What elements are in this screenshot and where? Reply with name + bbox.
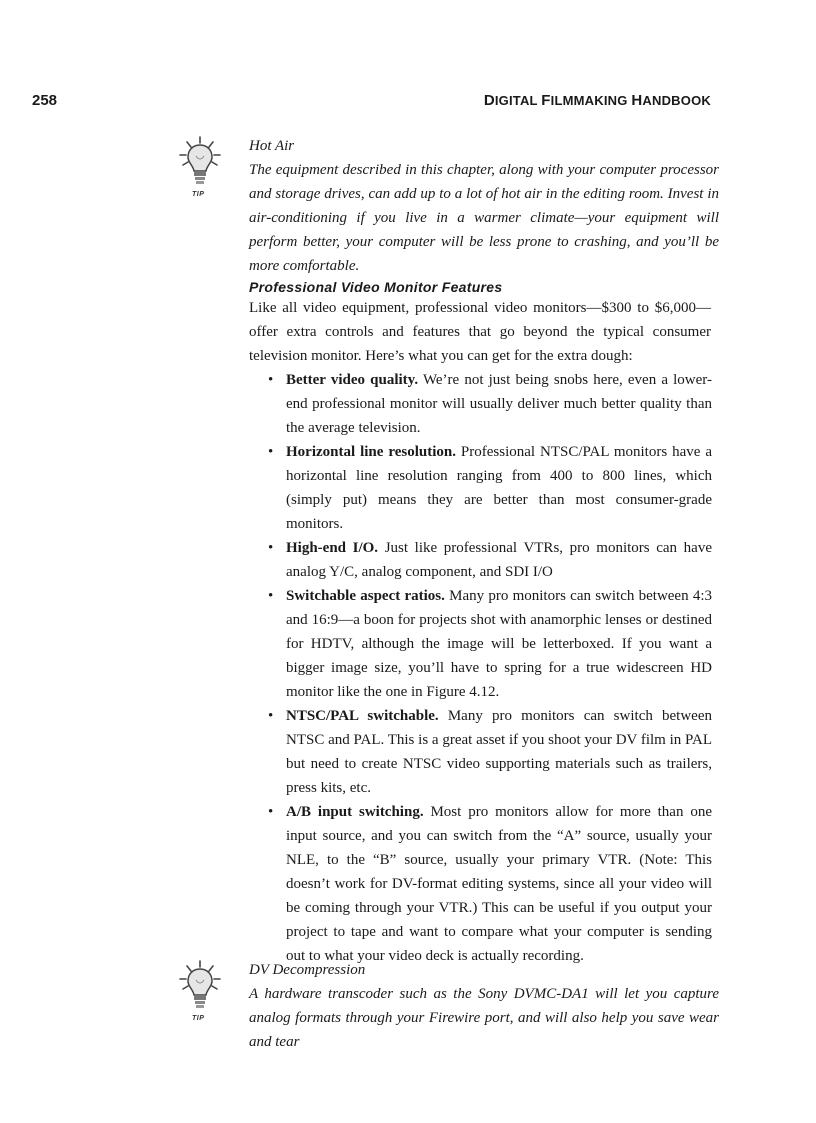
bullet-icon: • xyxy=(268,804,274,820)
tip-title: DV Decompression xyxy=(249,962,366,978)
bullet-icon: • xyxy=(268,540,274,556)
list-item xyxy=(268,584,712,704)
feature-term: Horizontal line resolution. xyxy=(286,444,456,460)
list-item xyxy=(268,800,712,968)
lightbulb-tip-icon xyxy=(178,134,222,198)
lightbulb-tip-icon xyxy=(178,958,222,1022)
feature-text: Many pro monitors can switch between NTSC and PAL. This is a great asset if you shoot your DV film in PAL but need to create NTSC video supporting materials such as trailers, press kits, etc. xyxy=(286,708,712,796)
lightbulb-icon xyxy=(178,134,222,190)
feature-term: A/B input switching. xyxy=(286,804,424,820)
tip-body: A hardware transcoder such as the Sony DVMC-DA1 will let you capture analog formats through your Firewire port, and will also help you save wear and tear xyxy=(249,986,719,1050)
list-item xyxy=(268,536,712,584)
feature-term: NTSC/PAL switchable. xyxy=(286,708,439,724)
feature-text: Many pro monitors can switch between 4:3 and 16:9—a boon for projects shot with anamorphic lenses or destined for HDTV, although the image will be letterboxed. If you want a bigger image size, you’ll have to spring for a true widescreen HD monitor like the one in Figure 4.12. xyxy=(286,588,712,700)
tip-label: TIP xyxy=(192,191,205,198)
feature-term: Better video quality. xyxy=(286,372,419,388)
tip-body: The equipment described in this chapter, along with your computer processor and storage drives, can add up to a lot of hot air in the editing room. Invest in air-conditioning if you live in a warmer climate—your equipment will perform better, your computer will be less prone to crashing, and you’ll be more comfortable. xyxy=(249,162,719,274)
section-intro: Like all video equipment, professional video monitors—$300 to $6,000—offer extra controls and features that go beyond the typical consumer television monitor. Here’s what you can get for the extra dough: xyxy=(249,300,711,364)
page-header xyxy=(32,92,711,109)
bullet-icon: • xyxy=(268,372,274,388)
running-head: DIGITAL FILMMAKING HANDBOOK xyxy=(483,92,711,109)
feature-text: Professional NTSC/PAL monitors have a horizontal line resolution ranging from 400 to 800 lines, which (simply put) means they are better than most consumer-grade monitors. xyxy=(286,444,712,532)
feature-text: We’re not just being snobs here, even a lower-end professional monitor will usually deliver much better quality than the average television. xyxy=(286,372,712,436)
bullet-icon: • xyxy=(268,588,274,604)
bullet-icon: • xyxy=(268,444,274,460)
lightbulb-icon xyxy=(178,958,222,1014)
feature-text: Most pro monitors allow for more than one input source, and you can switch from the “A” source, usually your NLE, to the “B” source, usually your primary VTR. (Note: This doesn’t work for DV-format editing systems, since all your video will be coming through your VTR.) This can be useful if you output your project to tape and want to compare what your computer is sending out to what your video deck is actually recording. xyxy=(286,804,712,964)
list-item xyxy=(268,704,712,800)
list-item xyxy=(268,440,712,536)
tip-dv-decompression xyxy=(249,958,719,1054)
bullet-icon: • xyxy=(268,708,274,724)
tip-label: TIP xyxy=(192,1015,205,1022)
tip-hot-air xyxy=(249,134,719,278)
list-item xyxy=(268,368,712,440)
feature-list xyxy=(268,368,712,968)
page-number: 258 xyxy=(32,92,58,109)
tip-title: Hot Air xyxy=(249,138,295,154)
feature-text: Just like professional VTRs, pro monitors can have analog Y/C, analog component, and SDI I/O xyxy=(286,540,712,580)
feature-term: High-end I/O. xyxy=(286,540,379,556)
section-heading: Professional Video Monitor Features xyxy=(249,279,503,295)
feature-term: Switchable aspect ratios. xyxy=(286,588,445,604)
